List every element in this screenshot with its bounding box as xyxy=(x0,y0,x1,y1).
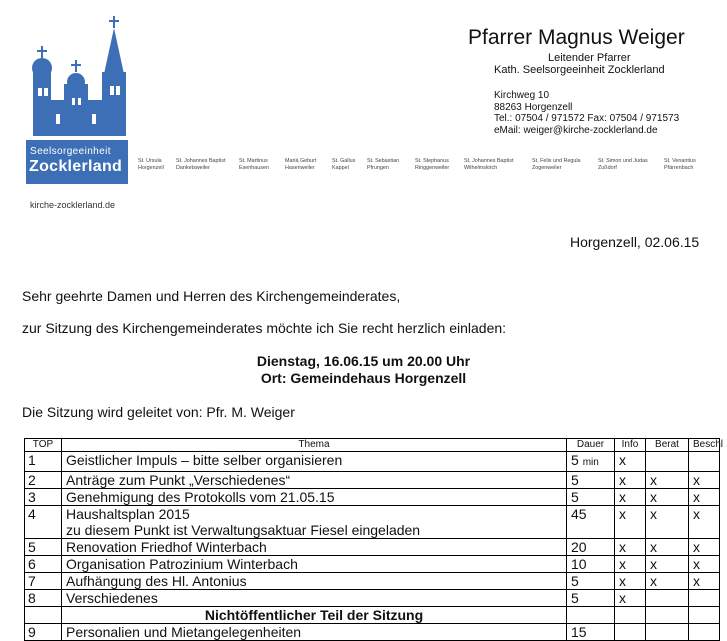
address-email: eMail: weiger@kirche-zocklerland.de xyxy=(494,124,658,136)
header-top: TOP xyxy=(25,439,62,452)
agenda-table xyxy=(24,438,724,641)
table-row: 1 Geistlicher Impuls – bitte selber organisieren 5 min x xyxy=(25,452,720,472)
header-dauer: Dauer xyxy=(567,439,615,452)
agenda-header-row xyxy=(25,439,720,452)
church-towers-icon xyxy=(26,16,130,140)
meeting-location: Ort: Gemeindehaus Horgenzell xyxy=(260,370,467,386)
header-info: Info xyxy=(615,439,646,452)
table-row: 4 Haushaltsplan 2015 zu diesem Punkt ist Verwaltungsaktuar Fiesel eingeladen 45 x x x xyxy=(25,506,720,539)
section-title: Nichtöffentlicher Teil der Sitzung xyxy=(62,607,567,624)
address-phone: Tel.: 07504 / 971572 Fax: 07504 / 971573 xyxy=(494,113,680,124)
meeting-chair: Die Sitzung wird geleitet von: Pfr. M. Weiger xyxy=(22,404,295,420)
parish-item: St. Gallus Kappel xyxy=(332,158,356,171)
logo-banner xyxy=(26,140,128,184)
table-row: 5 Renovation Friedhof Winterbach 20 x x x xyxy=(25,539,720,556)
parish-item: St. Ursula Horgenzell xyxy=(138,158,164,171)
table-row: 9 Personalien und Mietangelegenheiten 15 xyxy=(25,624,720,641)
parish-logo xyxy=(26,16,130,210)
header-thema: Thema xyxy=(62,439,567,452)
letter-date: Horgenzell, 02.06.15 xyxy=(570,234,700,250)
address-city: 88263 Horgenzell xyxy=(494,101,573,113)
table-row: 6 Organisation Patrozinium Winterbach 10 x x x xyxy=(25,556,720,573)
parish-item: St. Martinus Esenhausen xyxy=(239,158,269,171)
logo-title: Zocklerland xyxy=(29,158,123,175)
parish-item: St. Simon und Judas Zußdorf xyxy=(598,158,648,171)
sender-address xyxy=(494,90,679,136)
sender-role: Leitender Pfarrer xyxy=(548,52,631,64)
parish-item: St. Venantius Pfärrenbach xyxy=(664,158,696,171)
table-row: 2 Anträge zum Punkt „Verschiedenes“ 5 x x x xyxy=(25,472,720,489)
parish-item: Mariä Geburt Hasenweiler xyxy=(285,158,317,171)
parish-list xyxy=(138,158,713,180)
website-link[interactable]: kirche-zocklerland.de xyxy=(30,200,116,210)
parish-item: St. Stephanus Ringgenweiler xyxy=(415,158,450,171)
sender-unit: Kath. Seelsorgeeinheit Zocklerland xyxy=(494,64,665,76)
table-row: 7 Aufhängung des Hl. Antonius 5 x x x xyxy=(25,573,720,590)
table-row: 3 Genehmigung des Protokolls vom 21.05.15 5 x x x xyxy=(25,489,720,506)
address-street: Kirchweg 10 xyxy=(494,90,550,101)
table-row: 8 Verschiedenes 5 x xyxy=(25,590,720,607)
parish-item: St. Johannes Baptist Danketsweiler xyxy=(176,158,226,171)
header-berat: Berat xyxy=(646,439,689,452)
parish-item: St. Felix und Regula Zogenweiler xyxy=(532,158,581,171)
logo-subtitle: Seelsorgeeinheit xyxy=(30,146,111,157)
meeting-datetime: Dienstag, 16.06.15 um 20.00 Uhr xyxy=(256,353,471,369)
salutation: Sehr geehrte Damen und Herren des Kirchengemeinderates, xyxy=(22,288,401,304)
parish-item: St. Johannes Baptist Wilhelmskirch xyxy=(464,158,514,171)
invitation-text: zur Sitzung des Kirchengemeinderates möchte ich Sie recht herzlich einladen: xyxy=(22,320,507,336)
parish-item: St. Sebastian Pfrungen xyxy=(367,158,400,171)
section-row xyxy=(25,607,720,624)
header-beschl: Beschl xyxy=(689,439,720,452)
sender-name: Pfarrer Magnus Weiger xyxy=(468,26,685,49)
